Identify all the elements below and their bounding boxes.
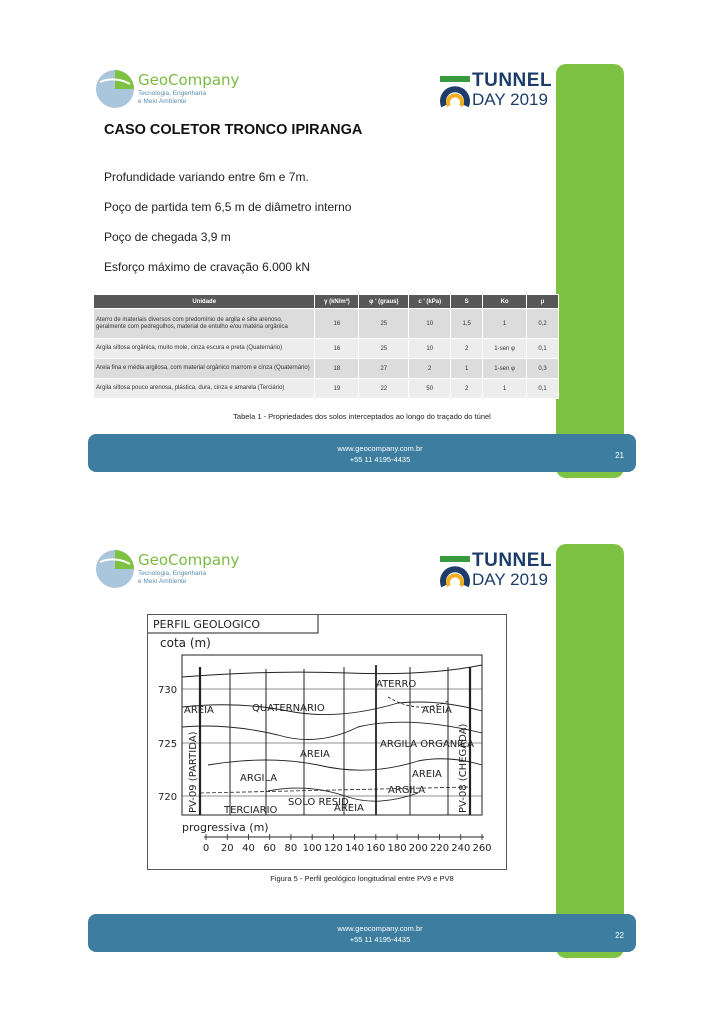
cell: 0,3	[527, 359, 559, 379]
cell: 10	[409, 309, 451, 339]
progressiva-tick-label: 0	[202, 843, 210, 854]
bullet-max-force: Esforço máximo de cravação 6.000 kN	[104, 260, 311, 274]
progressiva-tick-label: 40	[242, 843, 255, 854]
col-mu: μ	[527, 295, 559, 309]
company-tagline: Tecnologia, Engenharia e Meio Ambiente	[138, 90, 206, 105]
tunnel-logo-icon	[440, 76, 470, 110]
progressiva-tick-label: 220	[429, 843, 450, 854]
cell-unidade: Aterro de materiais diversos com predomínio de argila e silte arenoso, geralmente com pedregulhos, material de entulho e/ou matéria orgânica	[94, 309, 315, 339]
cell: 2	[451, 339, 483, 359]
label-aterro: ATERRO	[376, 679, 417, 690]
event-year: DAY 2019	[472, 570, 548, 589]
green-side-bar	[556, 544, 624, 958]
progressiva-tick-label: 120	[323, 843, 343, 854]
label-argila-2: ARGILA	[388, 785, 426, 796]
table-header-row	[94, 295, 559, 309]
slide-title: CASO COLETOR TRONCO IPIRANGA	[104, 122, 363, 138]
bullet-end-shaft: Poço de chegada 3,9 m	[104, 230, 231, 244]
label-pv09: PV-09 (PARTIDA)	[188, 731, 199, 813]
cell: 22	[359, 379, 409, 399]
event-title: TUNNEL	[472, 550, 553, 571]
label-pv08: PV-08 (CHEGADA)	[458, 723, 469, 813]
label-areia-4: AREIA	[412, 769, 442, 780]
footer-website: www.geocompany.com.br	[337, 444, 423, 453]
cota-tick-730: 730	[158, 685, 178, 696]
progressiva-tick-label: 160	[366, 843, 386, 854]
event-year: DAY 2019	[472, 90, 548, 109]
col-ko: Ko	[483, 295, 527, 309]
label-areia-1: AREIA	[184, 705, 214, 716]
cell: 25	[359, 339, 409, 359]
table-row	[94, 379, 559, 399]
progressiva-tick-label: 240	[451, 843, 471, 854]
cell: 25	[359, 309, 409, 339]
progressiva-label: progressiva (m)	[182, 821, 269, 834]
company-name: GeoCompany	[138, 551, 240, 569]
geocompany-globe-icon	[94, 548, 136, 590]
slide-footer	[88, 914, 636, 952]
cell: 18	[315, 359, 359, 379]
col-gamma: γ (kN/m³)	[315, 295, 359, 309]
figure-caption: Figura 5 - Perfil geológico longitudinal entre PV9 e PV8	[270, 874, 454, 883]
label-argila-1: ARGILA	[240, 773, 278, 784]
tunnel-logo-icon	[440, 556, 470, 590]
cota-tick-720: 720	[158, 792, 178, 803]
label-terciario: TERCIARIO	[224, 805, 278, 816]
cell: 1	[483, 309, 527, 339]
cell: 50	[409, 379, 451, 399]
slide-footer	[88, 434, 636, 472]
cell: 10	[409, 339, 451, 359]
progressiva-tick-label: 260	[472, 843, 492, 854]
cell: 2	[409, 359, 451, 379]
cell: 2	[451, 379, 483, 399]
geocompany-logo	[94, 548, 264, 592]
cell: 1	[483, 379, 527, 399]
figure-title: PERFIL GEOLOGICO	[153, 618, 261, 631]
footer-phone: +55 11 4195-4435	[349, 935, 411, 944]
cell: 27	[359, 359, 409, 379]
geological-profile-figure	[147, 614, 507, 870]
label-areia-3: AREIA	[300, 749, 330, 760]
tunnel-day-logo	[440, 70, 553, 114]
slide-22	[0, 530, 724, 970]
progressiva-tick-label: 20	[220, 843, 234, 854]
footer-phone: +55 11 4195-4435	[349, 455, 411, 464]
progressiva-tick-label: 180	[387, 843, 407, 854]
label-areia-2: AREIA	[422, 705, 452, 716]
page-number: 21	[615, 451, 624, 460]
bullet-depth: Profundidade variando entre 6m e 7m.	[104, 170, 309, 184]
table-caption: Tabela 1 - Propriedades dos solos interceptados ao longo do traçado do túnel	[233, 412, 491, 421]
progressiva-tick-label: 100	[302, 843, 322, 854]
progressiva-tick-label: 80	[284, 843, 298, 854]
slide-21	[0, 50, 724, 490]
table-row	[94, 359, 559, 379]
cell: 1	[451, 359, 483, 379]
event-title: TUNNEL	[472, 70, 553, 91]
cell: 1-sen φ	[483, 339, 527, 359]
cota-tick-725: 725	[158, 739, 178, 750]
col-phi: φ ' (graus)	[359, 295, 409, 309]
label-argila-organica: ARGILA ORGANICA	[380, 739, 474, 750]
cell: 0,2	[527, 309, 559, 339]
cota-label: cota (m)	[160, 636, 211, 650]
cell: 19	[315, 379, 359, 399]
company-tagline: Tecnologia, Engenharia e Meio Ambiente	[138, 570, 206, 585]
table-row	[94, 339, 559, 359]
table-row	[94, 309, 559, 339]
footer-website: www.geocompany.com.br	[337, 924, 423, 933]
cell: 0,1	[527, 339, 559, 359]
label-areia-5: AREIA	[334, 803, 364, 814]
cell-unidade: Argila siltosa pouco arenosa, plástica, dura, cinza e amarela (Terciário)	[94, 379, 315, 399]
cell: 1,5	[451, 309, 483, 339]
col-unidade: Unidade	[94, 295, 315, 309]
geological-profile-drawing	[148, 615, 508, 871]
col-c: c ' (kPa)	[409, 295, 451, 309]
label-quaternario: QUATERNARIO	[252, 703, 325, 714]
progressiva-tick-label: 60	[263, 843, 277, 854]
col-s: S	[451, 295, 483, 309]
page-number: 22	[615, 931, 624, 940]
cell: 16	[315, 309, 359, 339]
tunnel-day-logo	[440, 550, 553, 594]
bullet-start-shaft: Poço de partida tem 6,5 m de diâmetro interno	[104, 200, 352, 214]
geocompany-logo	[94, 68, 264, 112]
company-name: GeoCompany	[138, 71, 240, 89]
cell: 0,1	[527, 379, 559, 399]
progressiva-tick-label: 200	[408, 843, 428, 854]
cell: 1-sen φ	[483, 359, 527, 379]
label-solo-resid: SOLO RESID.	[288, 797, 352, 808]
cell: 16	[315, 339, 359, 359]
soil-properties-table	[93, 294, 559, 399]
progressiva-tick-label: 140	[345, 843, 365, 854]
cell-unidade: Argila siltosa orgânica, muito mole, cinza escura e preta (Quaternário)	[94, 339, 315, 359]
cell-unidade: Areia fina e média argilosa, com material orgânico marrom e cinza (Quaternário)	[94, 359, 315, 379]
geocompany-globe-icon	[94, 68, 136, 110]
